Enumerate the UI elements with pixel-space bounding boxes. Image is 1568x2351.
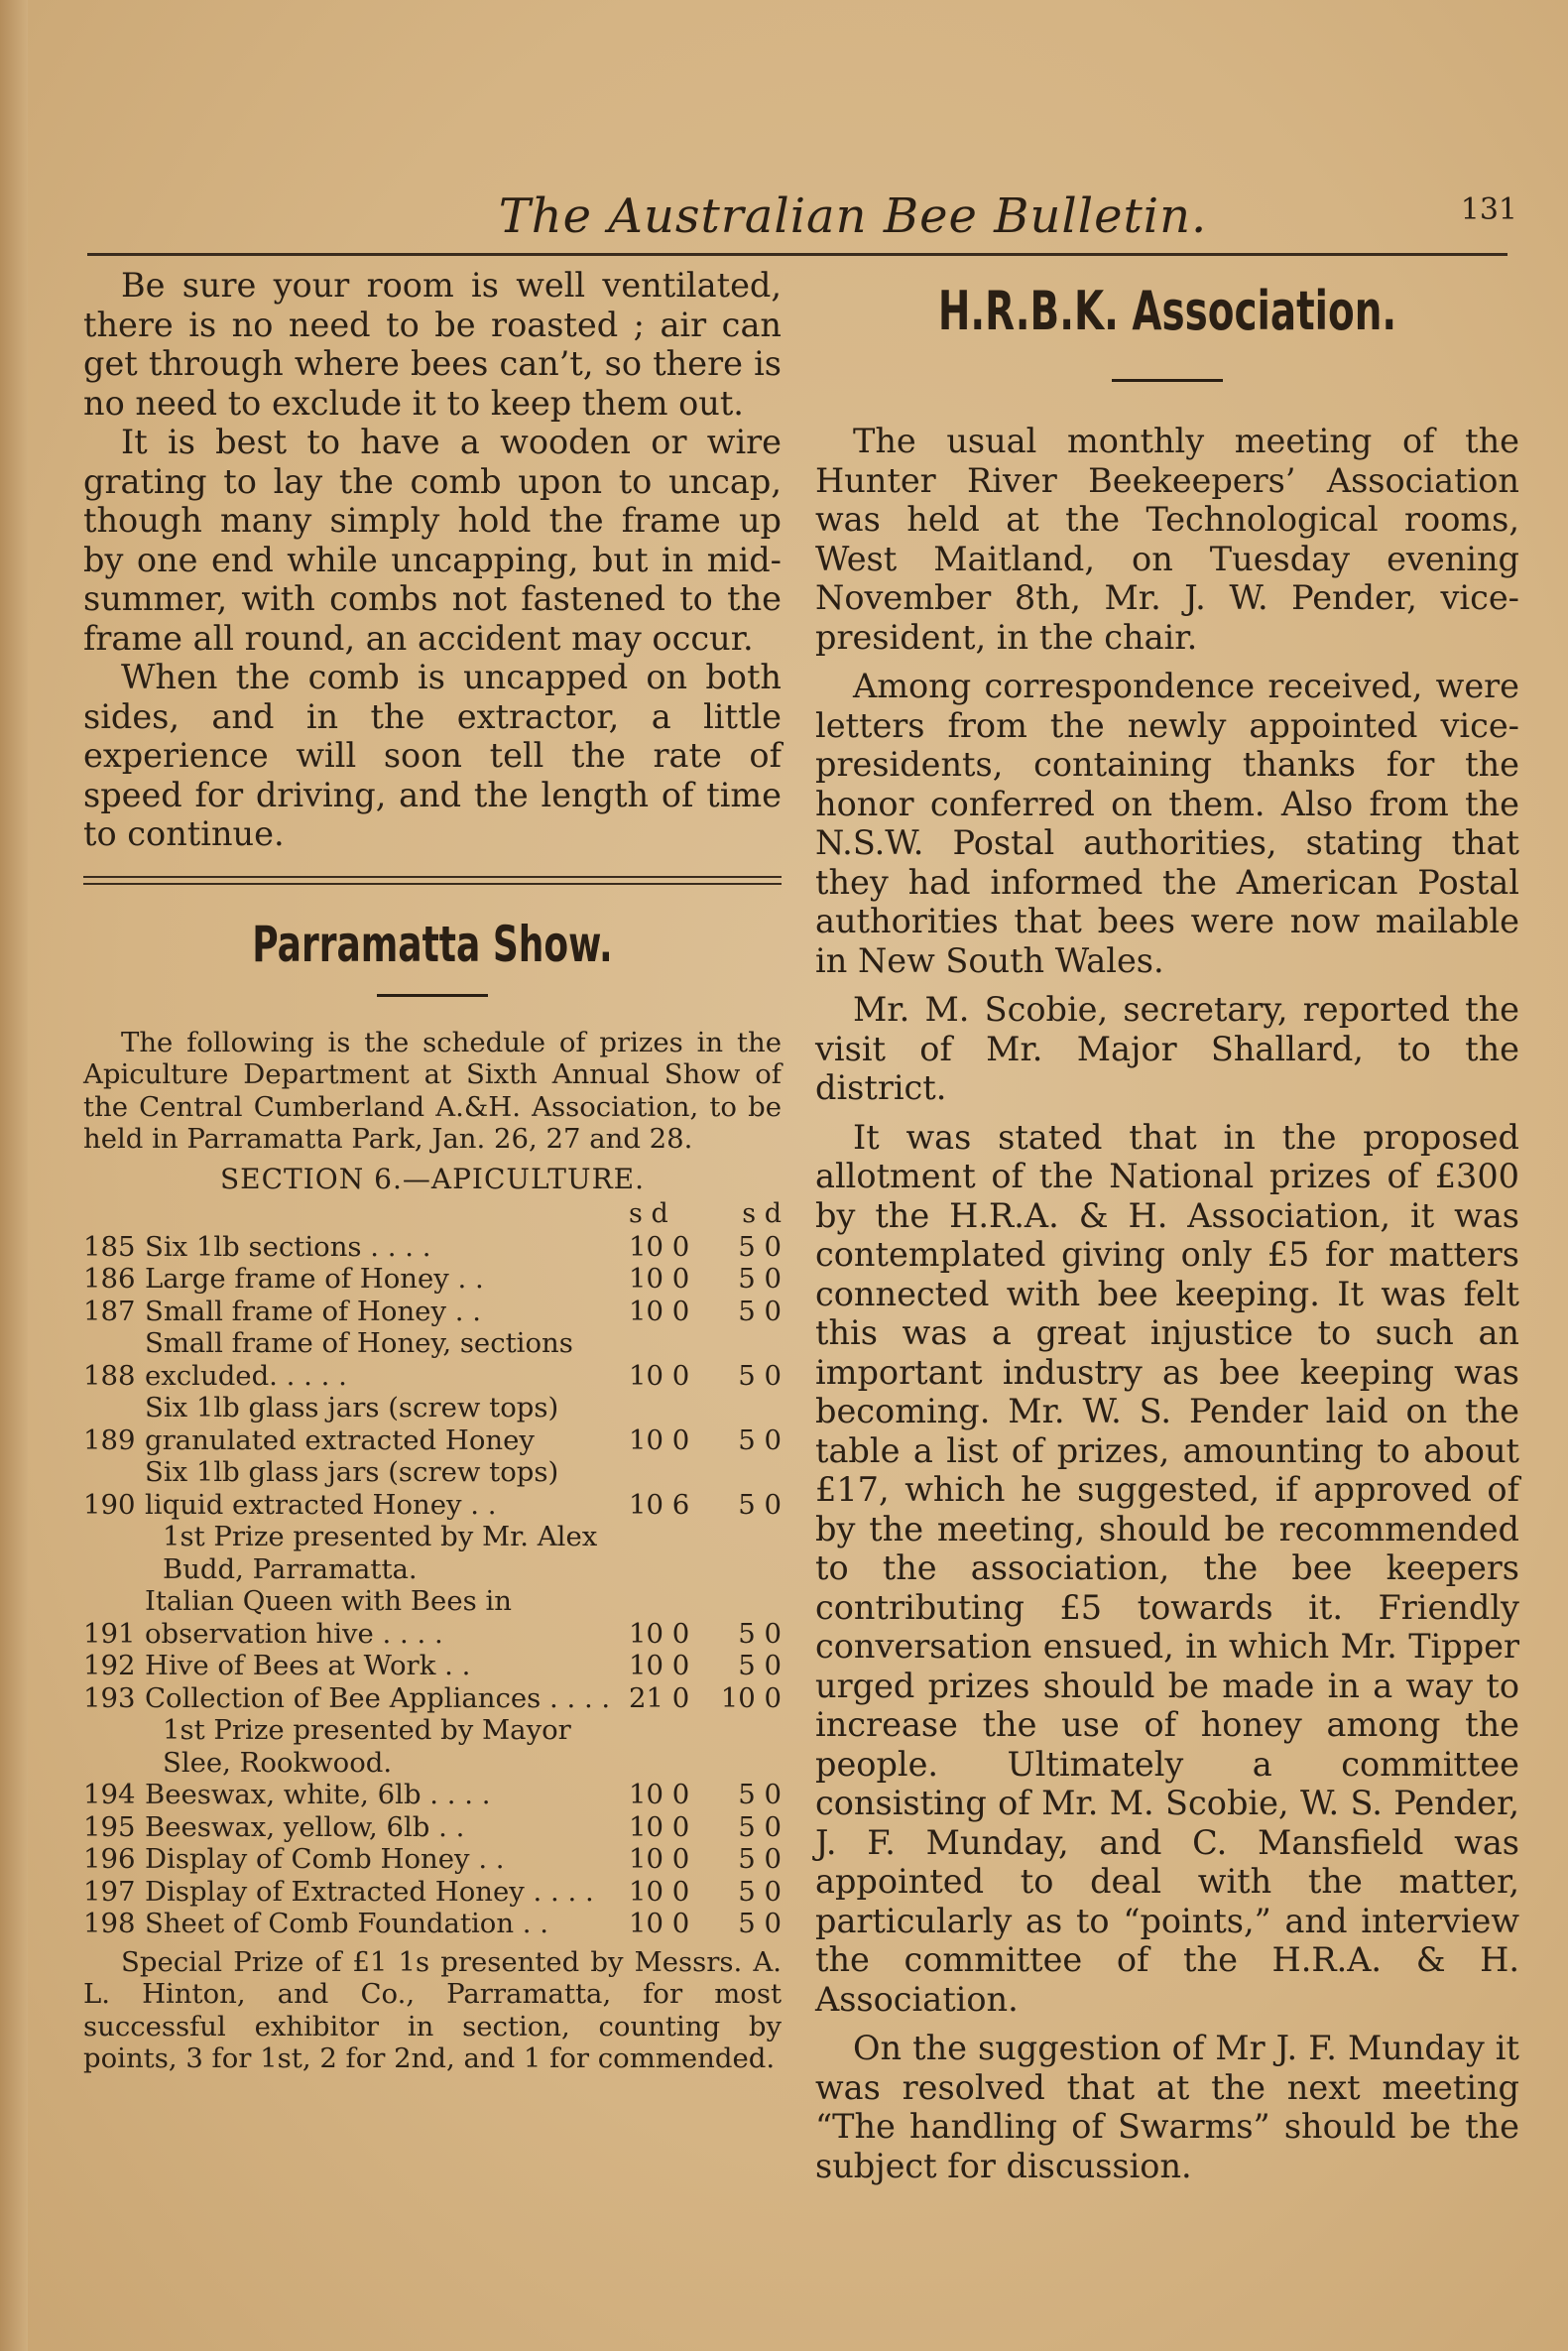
heading-rule (1112, 379, 1223, 382)
class-item: Six 1lb glass jars (screw tops) liquid extracted Honey . . (145, 1456, 559, 1521)
first-prize: 10 0 (629, 1230, 690, 1263)
article-paragraph: On the suggestion of Mr J. F. Munday it was resolved that at the next meeting “The handling of Swarms” should be the subject for discussion. (815, 2029, 1519, 2185)
first-prize: 10 0 (629, 1843, 690, 1875)
class-item: Sheet of Comb Foundation . . (145, 1908, 549, 1939)
class-item: Six 1lb glass jars (screw tops) granulated extracted Honey (145, 1392, 559, 1456)
class-number: 187 (83, 1295, 136, 1327)
section-divider (83, 876, 782, 885)
second-prize-header: s d (742, 1198, 782, 1229)
first-prize-header: s d (629, 1198, 668, 1229)
class-number: 185 (83, 1230, 136, 1263)
second-prize: 5 0 (738, 1359, 782, 1392)
prize-schedule-table (83, 1198, 782, 1940)
class-number: 198 (83, 1908, 136, 1939)
class-item: Small frame of Honey . . (145, 1295, 481, 1327)
table-row (83, 1231, 782, 1264)
class-item: Collection of Bee Appliances . . . . (145, 1681, 611, 1714)
class-item: Hive of Bees at Work . . (145, 1650, 471, 1681)
first-prize: 10 0 (629, 1617, 690, 1650)
first-prize: 10 0 (629, 1810, 690, 1843)
second-prize: 5 0 (738, 1295, 782, 1327)
first-prize: 10 0 (629, 1423, 690, 1456)
table-row (83, 1811, 782, 1844)
class-item: Small frame of Honey, sections excluded. . . . . (145, 1327, 573, 1392)
special-prize-note: Special Prize of £1 1s presented by Messrs. A. L. Hinton, and Co., Parramatta, for most successful exhibitor in section, counting by points, 3 for 1st, 2 for 2nd, and 1 for commended. (83, 1945, 782, 2074)
class-number: 197 (83, 1875, 136, 1908)
table-row (83, 1327, 782, 1392)
second-prize: 5 0 (738, 1908, 782, 1939)
second-prize: 10 0 (720, 1681, 782, 1714)
hrbk-association-heading: H.R.B.K. Association. (937, 280, 1397, 342)
table-row-note (83, 1714, 782, 1779)
class-item: Large frame of Honey . . (145, 1263, 484, 1295)
second-prize: 5 0 (738, 1263, 782, 1295)
class-number: 194 (83, 1779, 136, 1810)
class-number: 192 (83, 1650, 136, 1681)
second-prize: 5 0 (738, 1488, 782, 1521)
class-item: Beeswax, white, 6lb . . . . (145, 1779, 491, 1810)
right-column (815, 266, 1519, 2185)
table-row-note (83, 1521, 782, 1585)
page-number: 131 (1460, 192, 1517, 227)
table-row (83, 1296, 782, 1328)
first-prize: 21 0 (629, 1681, 690, 1714)
class-number: 193 (83, 1681, 136, 1714)
class-item: 1st Prize presented by Mayor Slee, Rookwood. (163, 1714, 571, 1779)
second-prize: 5 0 (738, 1875, 782, 1908)
class-number (83, 1521, 145, 1585)
second-prize: 5 0 (738, 1617, 782, 1650)
page-spine-edge (0, 0, 28, 2351)
journal-title: The Australian Bee Bulletin. (498, 188, 1208, 244)
class-number: 190 (83, 1488, 136, 1521)
first-prize: 10 0 (629, 1295, 690, 1327)
class-number: 191 (83, 1617, 136, 1650)
second-prize: 5 0 (738, 1779, 782, 1810)
parramatta-show-heading: Parramatta Show. (252, 915, 613, 973)
class-number: 189 (83, 1423, 136, 1456)
show-intro: The following is the schedule of prizes in the Apiculture Department at Sixth Annual Show of the Central Cumberland A.&H. Association, to be held in Parramatta Park, Jan. 26, 27 and 28. (83, 1026, 782, 1155)
table-row (83, 1456, 782, 1521)
article-paragraph: It was stated that in the proposed allotment of the National prizes of £300 by the H.R.A. & H. Association, it was contemplated giving only £5 for matters connected with bee keeping. It was felt this was a great injustice to such an important industry as bee keeping was becoming. Mr. W. S. Pender laid on the table a list of prizes, amounting to about £17, which he suggested, if approved of by the meeting, should be recommended to the association, the bee keepers contributing £5 towards it. Friendly conversation ensued, in which Mr. Tipper urged prizes should be made in a way to increase the use of honey among the people. Ultimately a committee consisting of Mr. M. Scobie, W. S. Pender, J. F. Munday, and C. Mansfield was appointed to deal with the matter, particularly as to “points,” and interview the committee of the H.R.A. & H. Association. (815, 1117, 1519, 2019)
class-number: 195 (83, 1810, 136, 1843)
first-prize (629, 1521, 716, 1585)
class-item: 1st Prize presented by Mr. Alex Budd, Parramatta. (163, 1521, 598, 1585)
first-prize: 10 0 (629, 1779, 690, 1810)
first-prize: 10 0 (629, 1908, 690, 1939)
class-item: Display of Comb Honey . . (145, 1843, 505, 1875)
table-row (83, 1779, 782, 1811)
second-prize: 5 0 (738, 1650, 782, 1681)
left-column (83, 266, 782, 2075)
first-prize: 10 0 (629, 1359, 690, 1392)
table-header-row (83, 1198, 782, 1231)
class-item: Display of Extracted Honey . . . . (145, 1875, 594, 1908)
class-item: Italian Queen with Bees in observation hive . . . . (145, 1585, 512, 1650)
table-row (83, 1263, 782, 1296)
intro-paragraph: It is best to have a wooden or wire grating to lay the comb upon to uncap, though many simply hold the frame up by one end while uncapping, but in mid-summer, with combs not fastened to the frame all round, an accident may occur. (83, 423, 782, 658)
intro-paragraph: Be sure your room is well ventilated, there is no need to be roasted ; air can get through where bees can’t, so there is no need to exclude it to keep them out. (83, 266, 782, 423)
table-row (83, 1392, 782, 1456)
class-item: Six 1lb sections . . . . (145, 1230, 431, 1263)
section-title: SECTION 6.—APICULTURE. (220, 1162, 645, 1195)
second-prize: 5 0 (738, 1810, 782, 1843)
table-row (83, 1908, 782, 1940)
article-paragraph: Mr. M. Scobie, secretary, reported the visit of Mr. Major Shallard, to the district. (815, 990, 1519, 1107)
table-row (83, 1876, 782, 1909)
header-rule (87, 253, 1508, 256)
article-paragraph: The usual monthly meeting of the Hunter River Beekeepers’ Association was held at the Technological rooms, West Maitland, on Tuesday evening November 8th, Mr. J. W. Pender, vice-president, in the chair. (815, 422, 1519, 657)
second-prize: 5 0 (738, 1230, 782, 1263)
table-row (83, 1682, 782, 1715)
table-row (83, 1585, 782, 1650)
first-prize: 10 0 (629, 1263, 690, 1295)
article-paragraph: Among correspondence received, were letters from the newly appointed vice-presidents, containing thanks for the honor conferred on them. Also from the N.S.W. Postal authorities, stating that they had informed the American Postal authorities that bees were now mailable in New South Wales. (815, 667, 1519, 980)
second-prize (716, 1714, 782, 1779)
table-row (83, 1650, 782, 1682)
class-number: 186 (83, 1263, 136, 1295)
class-item: Beeswax, yellow, 6lb . . (145, 1810, 465, 1843)
intro-paragraph: When the comb is uncapped on both sides, and in the extractor, a little experience will soon tell the rate of speed for driving, and the length of time to continue. (83, 658, 782, 853)
table-row (83, 1843, 782, 1876)
running-head (89, 188, 1517, 248)
first-prize: 10 0 (629, 1875, 690, 1908)
heading-rule (377, 994, 488, 997)
class-number (83, 1714, 145, 1779)
first-prize: 10 0 (629, 1650, 690, 1681)
second-prize: 5 0 (738, 1843, 782, 1875)
second-prize (716, 1521, 782, 1585)
class-number: 188 (83, 1359, 136, 1392)
first-prize: 10 6 (629, 1488, 690, 1521)
first-prize (629, 1714, 716, 1779)
second-prize: 5 0 (738, 1423, 782, 1456)
class-number: 196 (83, 1843, 136, 1875)
